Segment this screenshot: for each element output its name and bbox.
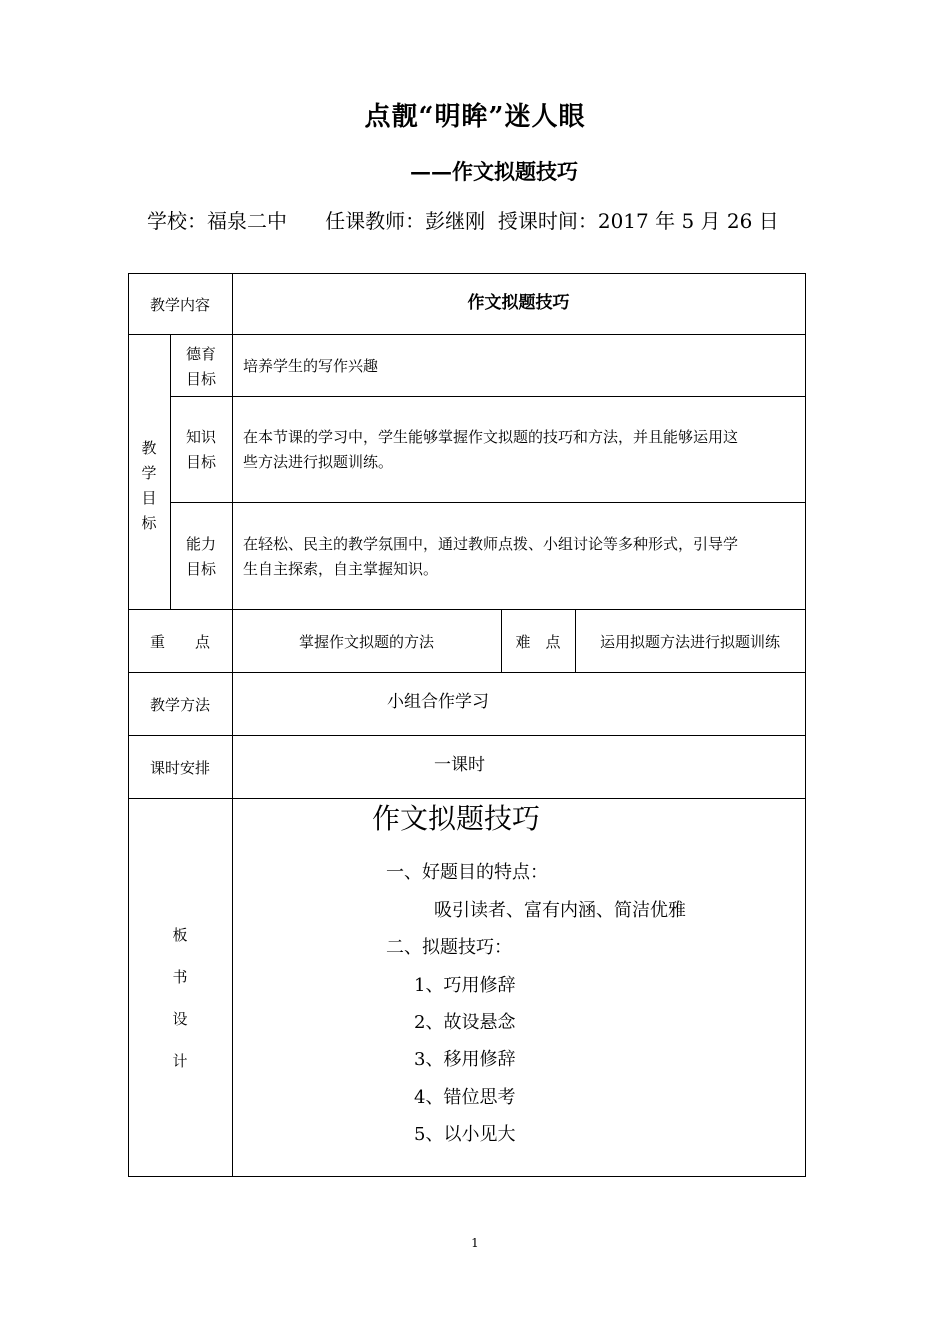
page-subtitle: ——作文拟题技巧 xyxy=(410,159,578,184)
method-value: 小组合作学习 xyxy=(387,692,489,712)
schedule-value: 一课时 xyxy=(434,755,485,775)
content-label: 教学内容 xyxy=(149,296,210,314)
board-title: 作文拟题技巧 xyxy=(372,802,541,835)
table-border-top xyxy=(128,273,806,274)
page-title: 点靓“明眸”迷人眼 xyxy=(364,102,586,132)
key-point-value: 掌握作文拟题的方法 xyxy=(298,633,434,651)
board-item: 1、巧用修辞 xyxy=(414,975,516,996)
board-section-2: 二、拟题技巧： xyxy=(386,937,512,958)
difficult-point-value: 运用拟题方法进行拟题训练 xyxy=(599,633,780,651)
knowledge-goal-value: 在本节课的学习中，学生能够掌握作文拟题的技巧和方法，并且能够运用这 些方法进行拟题训练。 xyxy=(243,428,739,471)
table-rule xyxy=(170,396,806,397)
board-item: 5、以小见大 xyxy=(414,1124,516,1145)
ability-goal-value: 在轻松、民主的教学氛围中，通过教师点拨、小组讨论等多种形式，引导学 生自主探索，自主掌握知识。 xyxy=(243,535,739,578)
moral-goal-label: 德育 目标 xyxy=(185,345,216,388)
table-rule xyxy=(128,735,806,736)
key-point-label: 重 点 xyxy=(149,633,210,651)
table-border-right xyxy=(805,273,806,1177)
page-number: 1 xyxy=(471,1236,479,1250)
moral-goal-value: 培养学生的写作兴趣 xyxy=(243,357,379,375)
table-rule xyxy=(170,502,806,503)
board-item: 2、故设悬念 xyxy=(414,1012,516,1033)
board-section-1-detail: 吸引读者、富有内涵、简洁优雅 xyxy=(434,900,686,921)
difficult-point-label: 难 点 xyxy=(515,633,561,651)
table-border-bottom xyxy=(128,1176,806,1177)
table-rule xyxy=(128,334,806,335)
board-item: 3、移用修辞 xyxy=(414,1049,516,1070)
board-section-1: 一、好题目的特点： xyxy=(386,862,548,883)
knowledge-goal-label: 知识 目标 xyxy=(185,428,216,471)
method-label: 教学方法 xyxy=(149,696,210,714)
lesson-meta: 学校：福泉二中 任课教师：彭继刚 授课时间：2017 年 5 月 26 日 xyxy=(147,209,779,233)
goals-label: 教 学 目 标 xyxy=(141,439,157,532)
table-rule xyxy=(128,672,806,673)
ability-goal-label: 能力 目标 xyxy=(185,535,216,578)
table-rule xyxy=(128,609,806,610)
schedule-label: 课时安排 xyxy=(149,759,210,777)
table-rule xyxy=(232,273,233,1177)
board-item: 4、错位思考 xyxy=(414,1087,516,1108)
board-design-label: 板 书 设 计 xyxy=(172,926,188,1070)
content-value: 作文拟题技巧 xyxy=(467,293,570,313)
